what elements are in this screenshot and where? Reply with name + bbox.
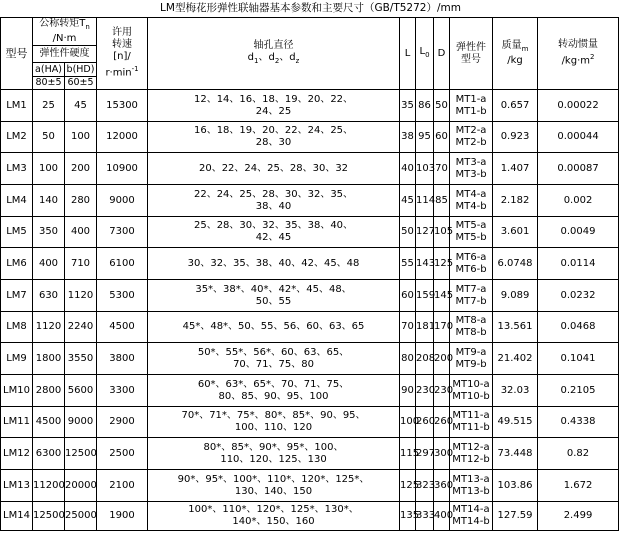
- elastic-b: MT4-b: [455, 200, 487, 212]
- coupling-parameter-table: [0, 17, 619, 531]
- cell-speed: 4500: [97, 312, 148, 343]
- header-D: D: [434, 18, 450, 90]
- header-hardness: 弹性件硬度: [33, 46, 97, 63]
- cell-L: 80: [400, 343, 416, 375]
- cell-D: 230: [434, 375, 450, 407]
- cell-D: 200: [434, 343, 450, 375]
- elastic-b: MT11-b: [452, 422, 490, 433]
- cell-speed: 1900: [97, 502, 148, 531]
- bore-line-2: 80、85、90、95、100: [218, 390, 329, 402]
- header-mass: 质量$_m$ /kg: [493, 18, 538, 90]
- elastic-b: MT14-b: [452, 516, 490, 527]
- cell-L0: 159: [416, 280, 434, 312]
- cell-torque-a: 1800: [33, 343, 65, 375]
- cell-bore-diameters: [148, 185, 400, 217]
- cell-elastic-model: [450, 407, 493, 438]
- cell-speed: 3300: [97, 375, 148, 407]
- cell-L0: 208: [416, 343, 434, 375]
- cell-torque-a: 630: [33, 280, 65, 312]
- table-row: [1, 122, 619, 153]
- cell-torque-a: 140: [33, 185, 65, 217]
- elastic-a: MT12-a: [452, 441, 490, 453]
- cell-torque-a: 4500: [33, 407, 65, 438]
- table-row: [1, 90, 619, 122]
- bore-line-2: 42、45: [255, 232, 292, 243]
- table-row: [1, 375, 619, 407]
- cell-L: 115: [400, 438, 416, 470]
- elastic-a: MT14-a: [452, 504, 490, 515]
- table-row: [1, 438, 619, 470]
- table-row: [1, 407, 619, 438]
- cell-speed: 5300: [97, 280, 148, 312]
- elastic-a: MT13-a: [452, 473, 490, 485]
- cell-L0: 114: [416, 185, 434, 217]
- cell-torque-b: 5600: [65, 375, 97, 407]
- header-ha: a(HA): [33, 63, 65, 77]
- table-row: [1, 280, 619, 312]
- cell-mass: 21.402: [493, 343, 538, 375]
- cell-model: LM14: [1, 502, 33, 531]
- cell-model: LM10: [1, 375, 33, 407]
- cell-bore-diameters: [148, 90, 400, 122]
- elastic-a: MT6-a: [455, 251, 487, 263]
- cell-torque-b: 280: [65, 185, 97, 217]
- cell-L0: 333: [416, 502, 434, 531]
- bore-line-1: 50*、55*、56*、60、63、65、: [197, 346, 350, 358]
- cell-elastic-model: [450, 153, 493, 185]
- cell-D: 145: [434, 280, 450, 312]
- cell-mass: 13.561: [493, 312, 538, 343]
- bore-line-1: 45*、48*、50、55、56、60、63、65: [182, 321, 365, 332]
- cell-elastic-model: [450, 375, 493, 407]
- cell-inertia: 2.499: [538, 502, 619, 531]
- header-elastic-model: 弹性件 型号: [450, 18, 493, 90]
- header-speed: 许用 转速 [n]/ $r\cdot\min^{-1}$: [97, 18, 148, 90]
- cell-L: 38: [400, 122, 416, 153]
- bore-line-2: 110、120、125、130: [220, 453, 327, 465]
- cell-L: 125: [400, 470, 416, 502]
- cell-elastic-model: [450, 185, 493, 217]
- elastic-a: MT3-a: [455, 156, 487, 168]
- bore-line-2: 140*、150、160: [232, 516, 315, 527]
- elastic-a: MT10-a: [452, 378, 490, 390]
- cell-D: 70: [434, 153, 450, 185]
- elastic-b: MT6-b: [455, 263, 487, 275]
- table-row: [1, 217, 619, 248]
- elastic-b: MT2-b: [455, 137, 487, 148]
- cell-mass: 0.657: [493, 90, 538, 122]
- header-ha-value: 80±5: [33, 77, 65, 90]
- table-row: [1, 312, 619, 343]
- cell-speed: 2900: [97, 407, 148, 438]
- cell-D: 60: [434, 122, 450, 153]
- cell-L0: 95: [416, 122, 434, 153]
- bore-line-2: 50、55: [255, 295, 292, 307]
- elastic-b: MT9-b: [455, 358, 487, 370]
- cell-L: 45: [400, 185, 416, 217]
- cell-elastic-model: [450, 438, 493, 470]
- cell-L: 50: [400, 217, 416, 248]
- cell-mass: 73.448: [493, 438, 538, 470]
- cell-L0: 181: [416, 312, 434, 343]
- elastic-b: MT5-b: [455, 232, 487, 243]
- cell-L0: 230: [416, 375, 434, 407]
- header-L0: $L_0$: [416, 18, 434, 90]
- elastic-b: MT3-b: [455, 168, 487, 180]
- cell-bore-diameters: [148, 407, 400, 438]
- cell-bore-diameters: [148, 438, 400, 470]
- cell-inertia: 0.2105: [538, 375, 619, 407]
- bore-line-2: 70、71、75、80: [233, 358, 314, 370]
- cell-model: LM2: [1, 122, 33, 153]
- header-model: 型号: [1, 18, 33, 90]
- cell-torque-b: 3550: [65, 343, 97, 375]
- bore-line-1: 16、18、19、20、22、24、25、: [193, 125, 354, 136]
- cell-torque-b: 1120: [65, 280, 97, 312]
- header-hd: b(HD): [65, 63, 97, 77]
- elastic-a: MT8-a: [455, 315, 487, 326]
- cell-D: 400: [434, 502, 450, 531]
- cell-mass: 32.03: [493, 375, 538, 407]
- cell-torque-b: 200: [65, 153, 97, 185]
- bore-line-1: 80*、85*、90*、95*、100、: [203, 441, 344, 453]
- elastic-b: MT10-b: [452, 390, 490, 402]
- bore-line-1: 60*、63*、65*、70、71、75、: [197, 378, 350, 390]
- cell-model: LM9: [1, 343, 33, 375]
- cell-L0: 86: [416, 90, 434, 122]
- cell-torque-a: 25: [33, 90, 65, 122]
- cell-elastic-model: [450, 122, 493, 153]
- cell-D: 85: [434, 185, 450, 217]
- cell-D: 105: [434, 217, 450, 248]
- elastic-b: MT8-b: [455, 327, 487, 338]
- cell-bore-diameters: [148, 343, 400, 375]
- cell-speed: 15300: [97, 90, 148, 122]
- elastic-a: MT4-a: [455, 188, 487, 200]
- cell-torque-a: 350: [33, 217, 65, 248]
- cell-torque-a: 400: [33, 248, 65, 280]
- cell-inertia: 0.4338: [538, 407, 619, 438]
- cell-mass: 3.601: [493, 217, 538, 248]
- cell-mass: 0.923: [493, 122, 538, 153]
- cell-torque-b: 400: [65, 217, 97, 248]
- bore-line-1: 100*、110*、120*、125*、130*、: [188, 504, 359, 515]
- cell-L: 40: [400, 153, 416, 185]
- cell-D: 300: [434, 438, 450, 470]
- cell-mass: 49.515: [493, 407, 538, 438]
- cell-model: LM13: [1, 470, 33, 502]
- cell-bore-diameters: [148, 122, 400, 153]
- cell-bore-diameters: [148, 153, 400, 185]
- cell-mass: 9.089: [493, 280, 538, 312]
- elastic-b: MT12-b: [452, 453, 490, 465]
- cell-elastic-model: [450, 312, 493, 343]
- cell-torque-a: 2800: [33, 375, 65, 407]
- cell-L0: 103: [416, 153, 434, 185]
- table-row: [1, 343, 619, 375]
- elastic-a: MT7-a: [455, 283, 487, 295]
- elastic-a: MT2-a: [455, 125, 487, 136]
- cell-elastic-model: [450, 217, 493, 248]
- bore-line-2: 24、25: [255, 105, 292, 117]
- elastic-a: MT1-a: [455, 93, 487, 105]
- cell-speed: 2100: [97, 470, 148, 502]
- cell-torque-b: 12500: [65, 438, 97, 470]
- cell-torque-b: 100: [65, 122, 97, 153]
- cell-L: 70: [400, 312, 416, 343]
- cell-L0: 323: [416, 470, 434, 502]
- cell-speed: 7300: [97, 217, 148, 248]
- cell-inertia: 0.1041: [538, 343, 619, 375]
- cell-elastic-model: [450, 90, 493, 122]
- cell-L: 35: [400, 90, 416, 122]
- cell-inertia: 0.82: [538, 438, 619, 470]
- cell-mass: 127.59: [493, 502, 538, 531]
- cell-speed: 12000: [97, 122, 148, 153]
- cell-D: 260: [434, 407, 450, 438]
- cell-elastic-model: [450, 502, 493, 531]
- cell-model: LM11: [1, 407, 33, 438]
- bore-line-2: 38、40: [255, 200, 292, 212]
- header-torque-title: 公称转矩$T_n$: [39, 18, 90, 31]
- cell-inertia: 0.0049: [538, 217, 619, 248]
- bore-line-1: 30、32、35、38、40、42、45、48: [187, 257, 360, 269]
- bore-line-1: 35*、38*、40*、42*、45、48、: [195, 283, 352, 295]
- header-L: L: [400, 18, 416, 90]
- cell-model: LM3: [1, 153, 33, 185]
- elastic-a: MT11-a: [452, 410, 490, 421]
- elastic-a: MT9-a: [455, 346, 487, 358]
- cell-L0: 127: [416, 217, 434, 248]
- cell-torque-a: 12500: [33, 502, 65, 531]
- table-row: [1, 470, 619, 502]
- cell-mass: 2.182: [493, 185, 538, 217]
- cell-D: 125: [434, 248, 450, 280]
- header-torque-unit: /N·m: [52, 33, 77, 44]
- table-row: [1, 153, 619, 185]
- cell-model: LM1: [1, 90, 33, 122]
- cell-torque-b: 20000: [65, 470, 97, 502]
- cell-torque-b: 2240: [65, 312, 97, 343]
- cell-D: 360: [434, 470, 450, 502]
- cell-inertia: 0.0468: [538, 312, 619, 343]
- bore-line-1: 70*、71*、75*、80*、85*、90、95、: [181, 410, 366, 421]
- cell-D: 170: [434, 312, 450, 343]
- cell-inertia: 0.0232: [538, 280, 619, 312]
- elastic-b: MT1-b: [455, 105, 487, 117]
- elastic-b: MT13-b: [452, 485, 490, 497]
- cell-D: 50: [434, 90, 450, 122]
- cell-speed: 2500: [97, 438, 148, 470]
- bore-line-1: 90*、95*、100*、110*、120*、125*、: [177, 473, 370, 485]
- cell-torque-b: 25000: [65, 502, 97, 531]
- cell-model: LM7: [1, 280, 33, 312]
- cell-bore-diameters: [148, 502, 400, 531]
- bore-line-1: 20、22、24、25、28、30、32: [198, 162, 349, 174]
- table-title: LM型梅花形弹性联轴器基本参数和主要尺寸（GB/T5272）/mm: [160, 2, 461, 14]
- cell-elastic-model: [450, 343, 493, 375]
- cell-torque-a: 1120: [33, 312, 65, 343]
- cell-inertia: 1.672: [538, 470, 619, 502]
- cell-speed: 10900: [97, 153, 148, 185]
- cell-bore-diameters: [148, 312, 400, 343]
- cell-mass: 1.407: [493, 153, 538, 185]
- cell-elastic-model: [450, 248, 493, 280]
- cell-model: LM5: [1, 217, 33, 248]
- table-row: [1, 185, 619, 217]
- cell-model: LM4: [1, 185, 33, 217]
- header-bore-diameter: 轴孔直径 $d_1$、$d_2$、$d_z$: [148, 18, 400, 90]
- cell-inertia: 0.00022: [538, 90, 619, 122]
- cell-L: 60: [400, 280, 416, 312]
- cell-mass: 103.86: [493, 470, 538, 502]
- cell-L: 55: [400, 248, 416, 280]
- cell-bore-diameters: [148, 375, 400, 407]
- cell-elastic-model: [450, 280, 493, 312]
- cell-torque-a: 100: [33, 153, 65, 185]
- cell-bore-diameters: [148, 248, 400, 280]
- cell-L0: 260: [416, 407, 434, 438]
- cell-bore-diameters: [148, 280, 400, 312]
- elastic-b: MT7-b: [455, 295, 487, 307]
- cell-L: 135: [400, 502, 416, 531]
- cell-torque-b: 45: [65, 90, 97, 122]
- cell-inertia: 0.00087: [538, 153, 619, 185]
- cell-bore-diameters: [148, 470, 400, 502]
- cell-speed: 3800: [97, 343, 148, 375]
- cell-L0: 143: [416, 248, 434, 280]
- cell-speed: 6100: [97, 248, 148, 280]
- cell-torque-b: 710: [65, 248, 97, 280]
- cell-model: LM8: [1, 312, 33, 343]
- cell-torque-a: 11200: [33, 470, 65, 502]
- header-inertia: 转动惯量 $/kg\cdot m^2$: [538, 18, 619, 90]
- bore-line-2: 28、30: [255, 137, 292, 148]
- cell-mass: 6.0748: [493, 248, 538, 280]
- cell-torque-b: 9000: [65, 407, 97, 438]
- table-row: [1, 248, 619, 280]
- bore-line-2: 100、110、120: [234, 422, 313, 433]
- table-row: [1, 502, 619, 531]
- elastic-a: MT5-a: [455, 220, 487, 231]
- cell-elastic-model: [450, 470, 493, 502]
- cell-L: 100: [400, 407, 416, 438]
- bore-line-1: 12、14、16、18、19、20、22、: [193, 93, 354, 105]
- bore-line-2: 130、140、150: [234, 485, 313, 497]
- header-hd-value: 60±5: [65, 77, 97, 90]
- cell-bore-diameters: [148, 217, 400, 248]
- cell-model: LM6: [1, 248, 33, 280]
- cell-L: 90: [400, 375, 416, 407]
- cell-torque-a: 50: [33, 122, 65, 153]
- cell-L0: 297: [416, 438, 434, 470]
- cell-inertia: 0.0114: [538, 248, 619, 280]
- cell-model: LM12: [1, 438, 33, 470]
- cell-inertia: 0.002: [538, 185, 619, 217]
- bore-line-1: 22、24、25、28、30、32、35、: [193, 188, 354, 200]
- cell-speed: 9000: [97, 185, 148, 217]
- cell-inertia: 0.00044: [538, 122, 619, 153]
- cell-torque-a: 6300: [33, 438, 65, 470]
- header-torque: [33, 18, 97, 46]
- bore-line-1: 25、28、30、32、35、38、40、: [193, 220, 354, 231]
